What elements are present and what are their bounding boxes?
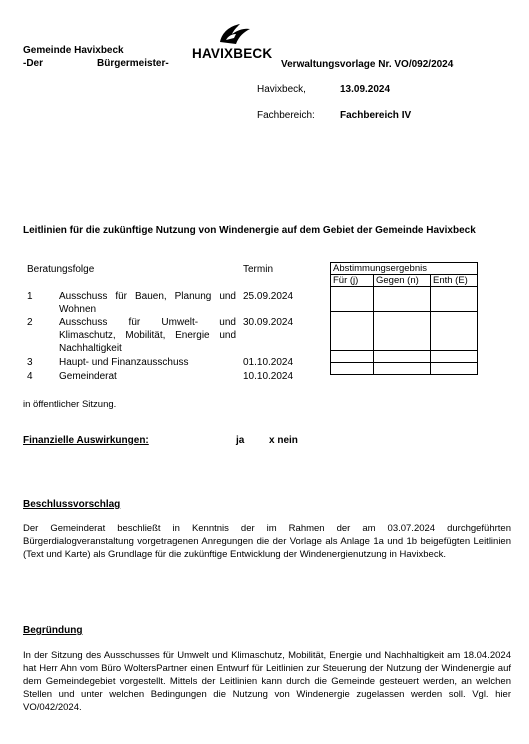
vote-table-header: Abstimmungsergebnis xyxy=(331,263,478,275)
financial-no: x nein xyxy=(269,435,298,446)
vote-cell xyxy=(331,312,374,351)
vote-cell xyxy=(331,287,374,312)
document-date: 13.09.2024 xyxy=(340,84,391,95)
resolution-text: Der Gemeinderat beschließt in Kenntnis der im Rahmen der am 03.07.2024 durchgeführten Bürgerdialogveranstaltung vorgetragenen Anregungen die der Vorlage als Anlage 1a und 1b beigefügten Leitlinien (Text und Karte) als Grundlage für die zukünftige Entwicklung der Windenergienutzung in Havixbeck. xyxy=(23,523,511,560)
doc-number: Verwaltungsvorlage Nr. VO/092/2024 xyxy=(281,59,454,70)
row-number: 4 xyxy=(27,371,33,382)
row-number: 2 xyxy=(27,317,33,328)
row-date: 01.10.2024 xyxy=(243,357,294,368)
financial-impact-label: Finanzielle Auswirkungen: xyxy=(23,435,149,446)
vote-cell xyxy=(431,287,478,312)
vote-cell xyxy=(331,351,374,363)
vote-result-table xyxy=(330,262,478,375)
vote-cell xyxy=(431,351,478,363)
department-value: Fachbereich IV xyxy=(340,110,412,121)
vote-column-for: Für (j) xyxy=(331,275,374,287)
vote-cell xyxy=(374,363,431,375)
row-number: 1 xyxy=(27,291,33,302)
financial-yes: ja xyxy=(236,435,245,446)
municipality-name: Gemeinde Havixbeck xyxy=(23,45,124,56)
vote-cell xyxy=(374,351,431,363)
vote-column-abstain: Enth (E) xyxy=(431,275,478,287)
row-date: 10.10.2024 xyxy=(243,371,294,382)
row-body: Ausschuss für Bauen, Planung und Wohnen xyxy=(59,291,236,315)
row-number: 3 xyxy=(27,357,33,368)
eagle-logo-icon xyxy=(212,20,252,46)
consultation-header: Beratungsfolge xyxy=(27,264,95,275)
date-header: Termin xyxy=(243,264,274,275)
reasoning-text: In der Sitzung des Ausschusses für Umwelt und Klimaschutz, Mobilität, Energie und Nachhaltigkeit am 18.04.2024 hat Herr Ahn vom Büro WoltersPartner einen Entwurf für Leitlinien zur Steuerung der Nutzung der Windenergie auf dem Gemeindegebiet vorgestellt. Mittels der Leitlinien kann durch die Gemeinde gesteuert werden, an welchen Stellen und unter welchen Bedingungen die Nutzung von Windenergie zugelassen werden soll. Vgl. hier VO/042/2024. xyxy=(23,650,511,713)
place-label: Havixbeck, xyxy=(257,84,306,95)
resolution-heading: Beschlussvorschlag xyxy=(23,499,121,510)
row-date: 25.09.2024 xyxy=(243,291,294,302)
department-label: Fachbereich: xyxy=(257,110,315,121)
vote-cell xyxy=(374,312,431,351)
havixbeck-logo xyxy=(192,20,272,64)
row-body: Ausschuss für Umwelt- und Klimaschutz, Mobilität, Energie und Nachhaltigkeit xyxy=(59,317,236,354)
document-title: Leitlinien für die zukünftige Nutzung von Windenergie auf dem Gebiet der Gemeinde Havixbeck xyxy=(23,225,476,236)
vote-cell xyxy=(374,287,431,312)
row-date: 30.09.2024 xyxy=(243,317,294,328)
reasoning-heading: Begründung xyxy=(23,625,83,636)
role-left: -Der xyxy=(23,58,44,69)
logo-text: HAVIXBECK xyxy=(192,46,273,61)
vote-cell xyxy=(331,363,374,375)
vote-cell xyxy=(431,312,478,351)
row-body: Haupt- und Finanzausschuss xyxy=(59,357,189,368)
row-body: Gemeinderat xyxy=(59,371,117,382)
public-session-note: in öffentlicher Sitzung. xyxy=(23,399,117,410)
role-right: Bürgermeister- xyxy=(97,58,169,69)
vote-column-against: Gegen (n) xyxy=(374,275,431,287)
vote-cell xyxy=(431,363,478,375)
